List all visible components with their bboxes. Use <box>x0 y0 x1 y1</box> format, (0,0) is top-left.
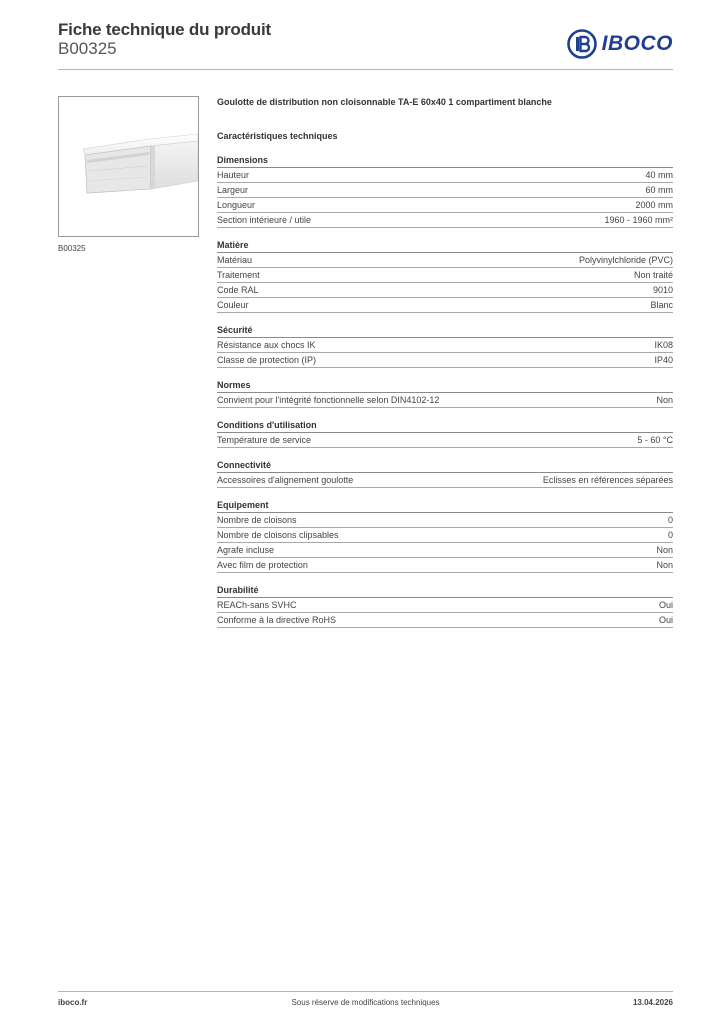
cable-trunking-picture <box>59 97 198 236</box>
spec-label: Longueur <box>217 200 256 210</box>
characteristics-heading: Caractéristiques techniques <box>217 131 338 141</box>
section-title: Conditions d'utilisation <box>217 418 673 433</box>
section-title: Equipement <box>217 498 673 513</box>
footer-website: iboco.fr <box>58 998 88 1007</box>
spec-row <box>217 168 673 183</box>
spec-label: Nombre de cloisons clipsables <box>217 530 339 540</box>
spec-value: 9010 <box>652 285 673 295</box>
page-header <box>58 20 673 70</box>
spec-value: 0 <box>667 530 673 540</box>
spec-section-durabilite <box>217 583 673 628</box>
spec-content <box>217 95 673 628</box>
spec-row <box>217 558 673 573</box>
spec-label: Classe de protection (IP) <box>217 355 317 365</box>
spec-label: Accessoires d'alignement goulotte <box>217 475 354 485</box>
spec-row <box>217 543 673 558</box>
spec-value: Non traité <box>633 270 673 280</box>
spec-label: Nombre de cloisons <box>217 515 297 525</box>
spec-section-dimensions <box>217 153 673 228</box>
spec-label: Résistance aux chocs IK <box>217 340 316 350</box>
spec-value: Oui <box>658 615 673 625</box>
spec-label: Matériau <box>217 255 253 265</box>
spec-label: Hauteur <box>217 170 250 180</box>
spec-label: Conforme à la directive RoHS <box>217 615 337 625</box>
spec-row <box>217 528 673 543</box>
spec-row <box>217 213 673 228</box>
iboco-logo-icon <box>567 29 597 59</box>
footer-date: 13.04.2026 <box>632 998 673 1007</box>
logo-wordmark: IBOCO <box>601 32 673 55</box>
spec-value: 60 mm <box>645 185 673 195</box>
spec-label: Avec film de protection <box>217 560 308 570</box>
product-title: Goulotte de distribution non cloisonnable TA-E 60x40 1 compartiment blanche <box>217 97 552 107</box>
spec-label: Section intérieure / utile <box>217 215 312 225</box>
spec-value: IP40 <box>654 355 673 365</box>
spec-row <box>217 353 673 368</box>
spec-section-connectivite <box>217 458 673 488</box>
spec-value: 0 <box>667 515 673 525</box>
spec-row <box>217 613 673 628</box>
spec-value: IK08 <box>654 340 673 350</box>
spec-row <box>217 183 673 198</box>
spec-value: 2000 mm <box>635 200 673 210</box>
spec-row <box>217 283 673 298</box>
spec-value: 5 - 60 °C <box>637 435 673 445</box>
spec-value: Blanc <box>650 300 673 310</box>
spec-value: 40 mm <box>645 170 673 180</box>
section-title: Dimensions <box>217 153 673 168</box>
spec-label: Traitement <box>217 270 260 280</box>
spec-section-securite <box>217 323 673 368</box>
spec-value: 1960 - 1960 mm² <box>604 215 673 225</box>
header-divider <box>58 69 673 70</box>
spec-label: Code RAL <box>217 285 259 295</box>
spec-row <box>217 473 673 488</box>
page-footer <box>58 998 673 1010</box>
page-title: Fiche technique du produit <box>58 20 271 39</box>
spec-section-equipement <box>217 498 673 573</box>
footer-disclaimer: Sous réserve de modifications techniques <box>291 998 440 1007</box>
spec-section-normes <box>217 378 673 408</box>
spec-row <box>217 253 673 268</box>
spec-label: Température de service <box>217 435 312 445</box>
section-title: Matière <box>217 238 673 253</box>
spec-value: Non <box>656 395 673 405</box>
spec-row <box>217 268 673 283</box>
spec-value: Polyvinylchloride (PVC) <box>578 255 673 265</box>
spec-label: Couleur <box>217 300 249 310</box>
spec-section-matiere <box>217 238 673 313</box>
spec-value: Non <box>656 545 673 555</box>
section-title: Sécurité <box>217 323 673 338</box>
spec-row <box>217 198 673 213</box>
spec-row <box>217 598 673 613</box>
product-code: B00325 <box>58 39 117 58</box>
spec-row <box>217 433 673 448</box>
section-title: Connectivité <box>217 458 673 473</box>
spec-label: Agrafe incluse <box>217 545 275 555</box>
spec-row <box>217 298 673 313</box>
spec-row <box>217 513 673 528</box>
spec-row <box>217 393 673 408</box>
spec-section-conditions <box>217 418 673 448</box>
section-title: Durabilité <box>217 583 673 598</box>
spec-value: Oui <box>658 600 673 610</box>
footer-divider <box>58 991 673 992</box>
brand-logo <box>567 28 673 60</box>
product-image <box>58 96 199 237</box>
spec-value: Eclisses en références séparées <box>542 475 673 485</box>
image-caption: B00325 <box>58 244 86 253</box>
spec-label: Convient pour l'intégrité fonctionnelle selon DIN4102-12 <box>217 395 440 405</box>
spec-row <box>217 338 673 353</box>
section-title: Normes <box>217 378 673 393</box>
spec-value: Non <box>656 560 673 570</box>
spec-label: Largeur <box>217 185 249 195</box>
spec-label: REACh-sans SVHC <box>217 600 297 610</box>
